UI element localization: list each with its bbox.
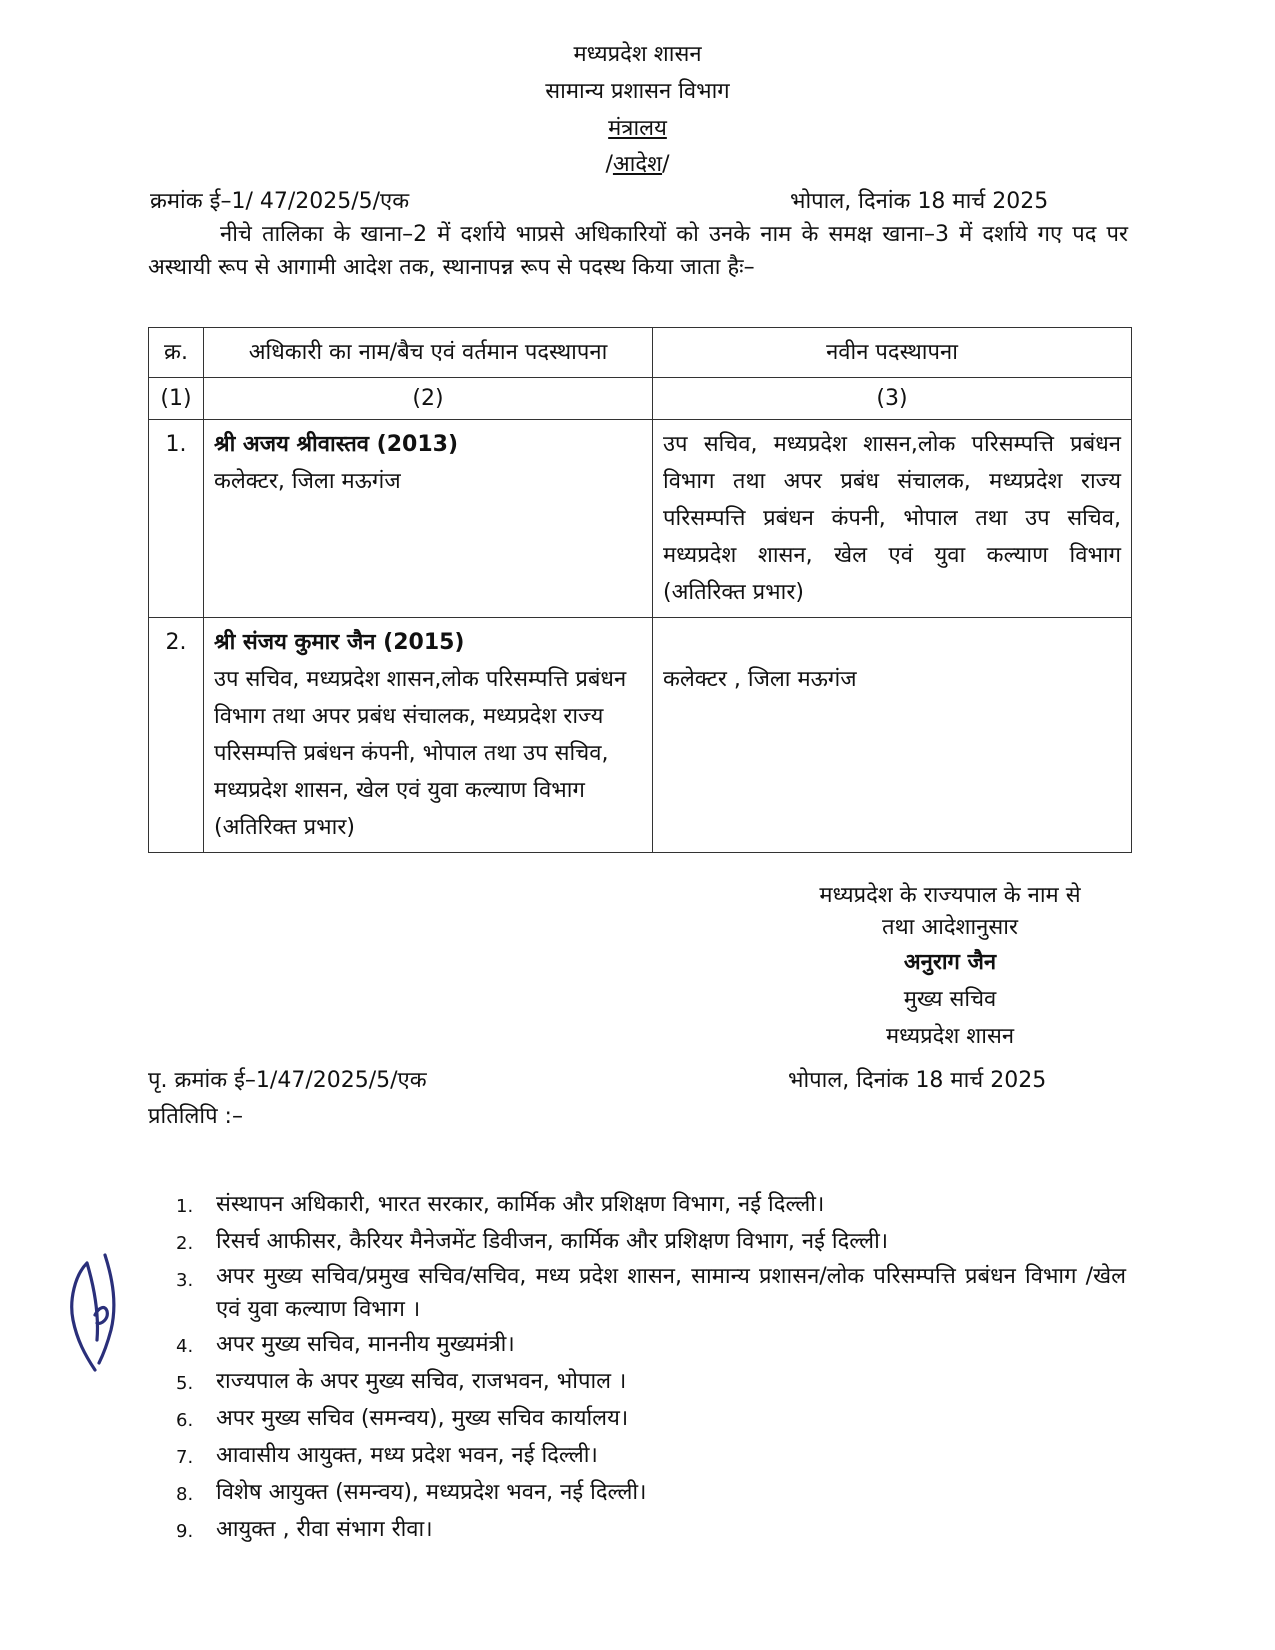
- ministry-label: मंत्रालय: [608, 116, 667, 141]
- list-item-number: 7.: [176, 1447, 194, 1468]
- list-item-number: 5.: [176, 1373, 194, 1394]
- header-department: सामान्य प्रशासन विभाग: [545, 79, 730, 104]
- row-officer-cell: [204, 618, 653, 853]
- list-item-text: अपर मुख्य सचिव (समन्वय), मुख्य सचिव कार्यालय।: [216, 1406, 629, 1431]
- list-item-text: विशेष आयुक्त (समन्वय), मध्यप्रदेश भवन, नई दिल्ली।: [216, 1480, 647, 1505]
- col-number-3: (3): [653, 378, 1132, 420]
- list-item-number: 8.: [176, 1484, 194, 1505]
- intro-text-start: नीचे तालिका के खाना–2 में दर्शाये भाप्रसे अधिकारियों को उनके नाम के समक्ष खाना–3 में: [220, 222, 973, 247]
- copy-label: प्रतिलिपि :–: [148, 1104, 243, 1129]
- order-title-prefix: /: [605, 152, 613, 177]
- intro-paragraph: [148, 218, 1128, 284]
- handwritten-initials-icon: [65, 1245, 135, 1375]
- signatory-office: मध्यप्रदेश शासन: [885, 1024, 1015, 1049]
- col-number-2: (2): [204, 378, 653, 420]
- row-new-posting: कलेक्टर , जिला मऊगंज: [653, 618, 1132, 853]
- list-item-number: 4.: [176, 1336, 194, 1357]
- table-row: [149, 420, 1132, 618]
- col-number-1: (1): [149, 378, 204, 420]
- posting-table: [148, 327, 1132, 853]
- row-serial: 2.: [149, 618, 204, 853]
- header-ministry: [0, 112, 1275, 142]
- list-item: [176, 1223, 1126, 1260]
- list-item: [176, 1260, 1126, 1326]
- list-item: [176, 1474, 1126, 1511]
- list-item-number: 1.: [176, 1196, 194, 1217]
- list-item-number: 3.: [176, 1270, 194, 1291]
- row-new-posting: उप सचिव, मध्यप्रदेश शासन,लोक परिसम्पत्ति प्रबंधन विभाग तथा अपर प्रबंध संचालक, मध्यप्रदेश राज्य परिसम्पत्ति प्रबंधन कंपनी, भोपाल तथा उप सचिव, मध्यप्रदेश शासन, खेल एवं युवा कल्याण विभाग (अतिरिक्त प्रभार): [653, 420, 1132, 618]
- signature-block: [760, 880, 1140, 1055]
- list-item: [176, 1437, 1126, 1474]
- officer-current-posting: उप सचिव, मध्यप्रदेश शासन,लोक परिसम्पत्ति प्रबंधन विभाग तथा अपर प्रबंध संचालक, मध्यप्रदेश राज्य परिसम्पत्ति प्रबंधन कंपनी, भोपाल तथा उप सचिव, मध्यप्रदेश शासन, खेल एवं युवा कल्याण विभाग (अतिरिक्त प्रभार): [214, 667, 627, 840]
- list-item: [176, 1186, 1126, 1223]
- list-item-text: रिसर्च आफीसर, कैरियर मैनेजमेंट डिवीजन, कार्मिक और प्रशिक्षण विभाग, नई दिल्ली।: [216, 1229, 889, 1254]
- officer-name: श्री अजय श्रीवास्तव (2013): [214, 432, 459, 457]
- list-item: [176, 1363, 1126, 1400]
- intro-text-rest: दर्शाये गए पद पर अस्थायी रूप से आगामी आदेश तक, स्थानापन्न रूप से पदस्थ किया जाता हैः–: [148, 222, 1129, 280]
- table-header-row: [149, 328, 1132, 378]
- list-item-text: संस्थापन अधिकारी, भारत सरकार, कार्मिक और प्रशिक्षण विभाग, नई दिल्ली।: [216, 1192, 825, 1217]
- list-item-text: आयुक्त , रीवा संभाग रीवा।: [216, 1517, 433, 1542]
- header-order-title: [0, 148, 1275, 178]
- list-item: [176, 1400, 1126, 1437]
- order-place-date: भोपाल, दिनांक 18 मार्च 2025: [790, 189, 1049, 214]
- list-item-text: अपर मुख्य सचिव, माननीय मुख्यमंत्री।: [216, 1332, 515, 1357]
- list-item-number: 9.: [176, 1521, 194, 1542]
- copy-recipient-list: [176, 1186, 1126, 1548]
- header-new-posting: नवीन पदस्थापना: [653, 328, 1132, 378]
- signature-line-order: तथा आदेशानुसार: [882, 915, 1018, 940]
- row-serial: 1.: [149, 420, 204, 618]
- order-title-suffix: /: [662, 152, 670, 177]
- endorsement-place-date: भोपाल, दिनांक 18 मार्च 2025: [788, 1068, 1047, 1093]
- list-item: [176, 1511, 1126, 1548]
- order-number: क्रमांक ई–1/ 47/2025/5/एक: [150, 189, 410, 214]
- header-officer-current: अधिकारी का नाम/बैच एवं वर्तमान पदस्थापना: [204, 328, 653, 378]
- list-item-text: आवासीय आयुक्त, मध्य प्रदेश भवन, नई दिल्ली।: [216, 1443, 598, 1468]
- header-state-government: मध्यप्रदेश शासन: [573, 42, 702, 67]
- header-serial: क्र.: [149, 328, 204, 378]
- row-officer-cell: [204, 420, 653, 618]
- officer-current-posting: कलेक्टर, जिला मऊगंज: [214, 469, 401, 494]
- endorsement-number: पृ. क्रमांक ई–1/47/2025/5/एक: [148, 1068, 427, 1093]
- table-row: [149, 618, 1132, 853]
- signatory-name: अनुराग जैन: [903, 950, 997, 975]
- officer-name: श्री संजय कुमार जैन (2015): [214, 630, 465, 655]
- order-title-word: आदेश: [612, 152, 663, 177]
- signature-line-governor: मध्यप्रदेश के राज्यपाल के नाम से: [819, 883, 1081, 908]
- list-item-text: अपर मुख्य सचिव/प्रमुख सचिव/सचिव, मध्य प्रदेश शासन, सामान्य प्रशासन/लोक परिसम्पत्ति प्रबंधन विभाग /खेल एवं युवा कल्याण विभाग ।: [216, 1264, 1126, 1322]
- table-column-number-row: [149, 378, 1132, 420]
- list-item: [176, 1326, 1126, 1363]
- list-item-text: राज्यपाल के अपर मुख्य सचिव, राजभवन, भोपाल ।: [216, 1369, 627, 1394]
- list-item-number: 2.: [176, 1233, 194, 1254]
- list-item-number: 6.: [176, 1410, 194, 1431]
- signatory-designation: मुख्य सचिव: [903, 987, 997, 1012]
